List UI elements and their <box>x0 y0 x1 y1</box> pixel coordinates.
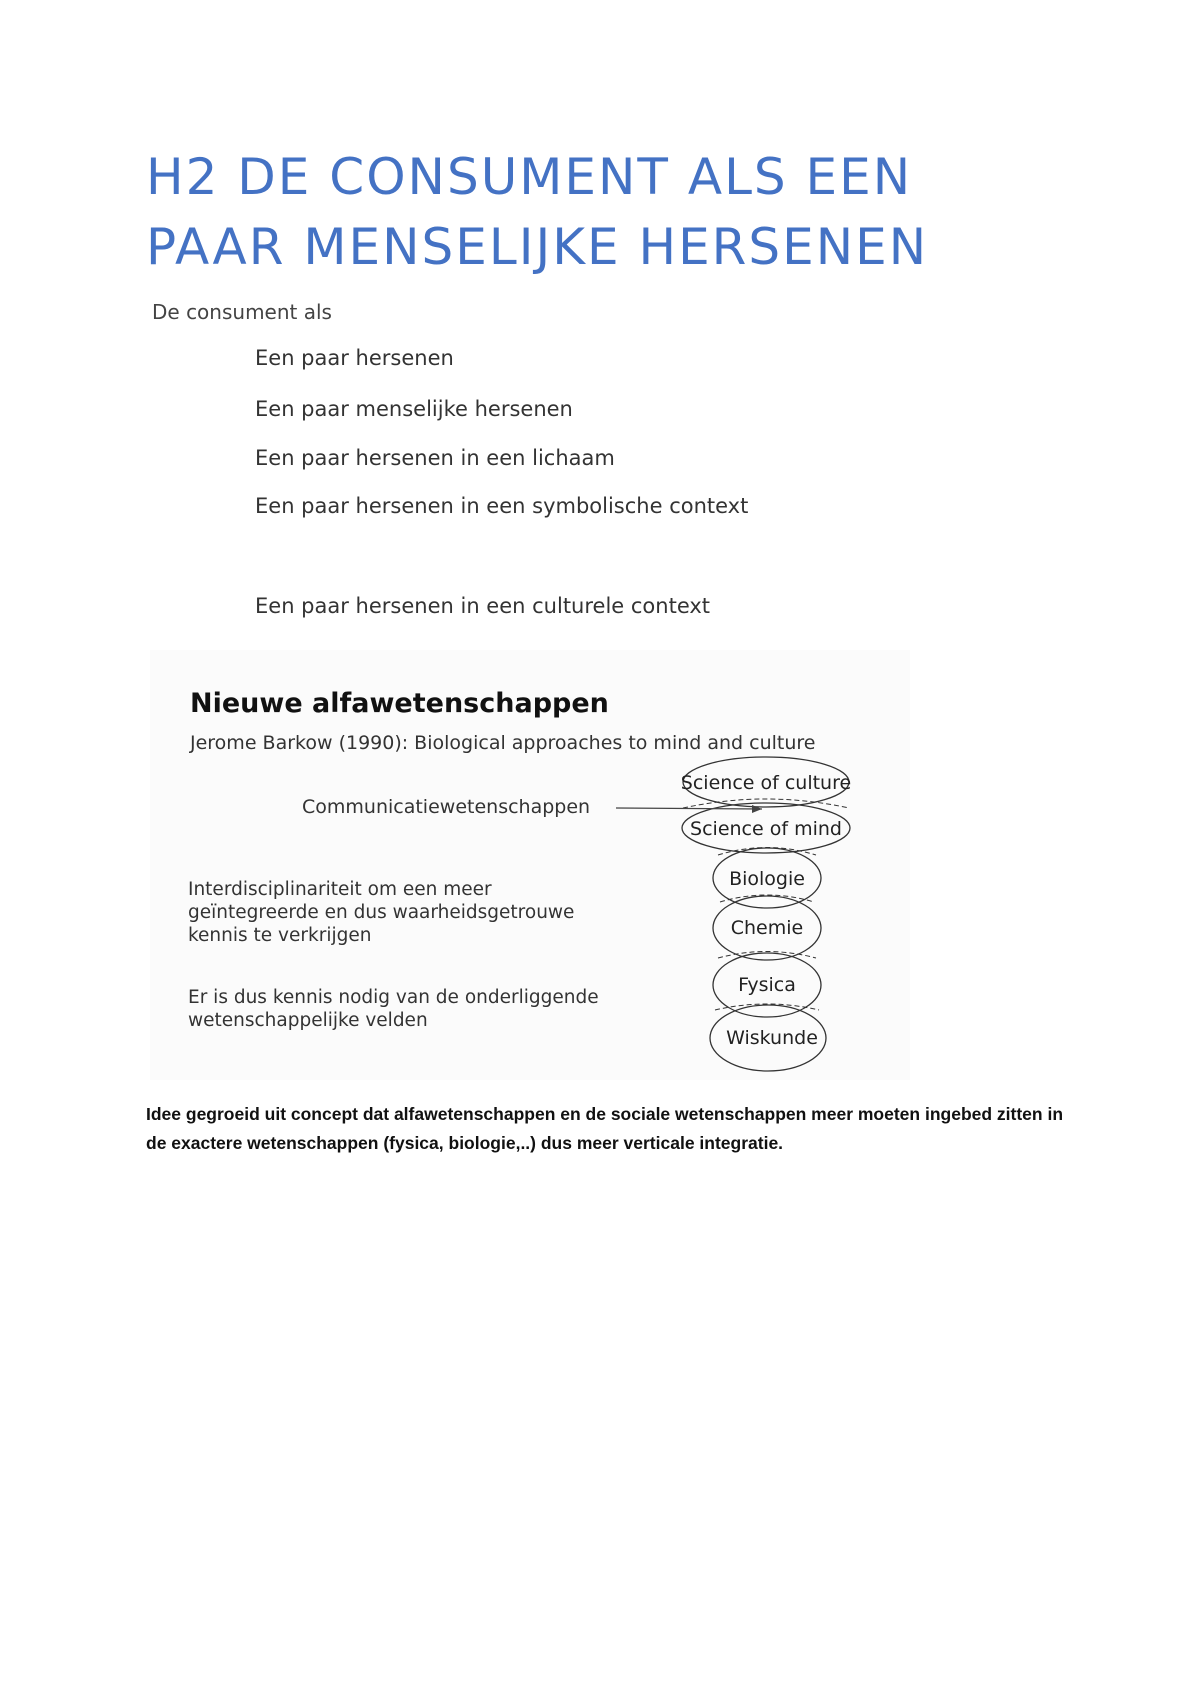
label-biologie: Biologie <box>729 868 805 890</box>
label-wiskunde: Wiskunde <box>726 1027 818 1049</box>
label-science-of-mind: Science of mind <box>690 818 842 840</box>
intro-text: De consument als <box>152 300 332 324</box>
science-layers-diagram <box>150 650 910 1080</box>
paragraph-line: kennis te verkrijgen <box>188 925 372 946</box>
list-item: Een paar hersenen <box>255 346 454 370</box>
list-item: Een paar menselijke hersenen <box>255 397 573 421</box>
paragraph-line: wetenschappelijke velden <box>188 1010 428 1031</box>
page-title-line-2: PAAR MENSELIJKE HERSENEN <box>146 218 929 276</box>
label-science-of-culture: Science of culture <box>680 772 852 794</box>
arrow-head <box>752 805 762 813</box>
body-line: de exactere wetenschappen (fysica, biologie,..) dus meer verticale integratie. <box>146 1133 784 1153</box>
body-line: Idee gegroeid uit concept dat alfawetenschappen en de sociale wetenschappen meer moeten ingebed zitten in <box>146 1104 1064 1124</box>
arrow-line <box>616 808 762 809</box>
paragraph-line: Interdisciplinariteit om een meer <box>188 879 492 900</box>
communication-label: Communicatiewetenschappen <box>302 796 591 818</box>
page-title <box>146 142 1106 282</box>
slide-figure <box>150 650 910 1080</box>
figure-title: Nieuwe alfawetenschappen <box>190 688 609 719</box>
label-chemie: Chemie <box>730 917 804 939</box>
list-item: Een paar hersenen in een culturele context <box>255 594 711 618</box>
label-fysica: Fysica <box>738 974 796 996</box>
figure-subtitle: Jerome Barkow (1990): Biological approaches to mind and culture <box>190 732 816 754</box>
list-item: Een paar hersenen in een symbolische context <box>255 494 749 518</box>
body-paragraph <box>146 1100 1086 1158</box>
paragraph-line: geïntegreerde en dus waarheidsgetrouwe <box>188 902 575 923</box>
paragraph-line: Er is dus kennis nodig van de onderliggende <box>188 987 599 1008</box>
list-item: Een paar hersenen in een lichaam <box>255 446 615 470</box>
page-title-line-1: H2 DE CONSUMENT ALS EEN <box>146 148 913 206</box>
